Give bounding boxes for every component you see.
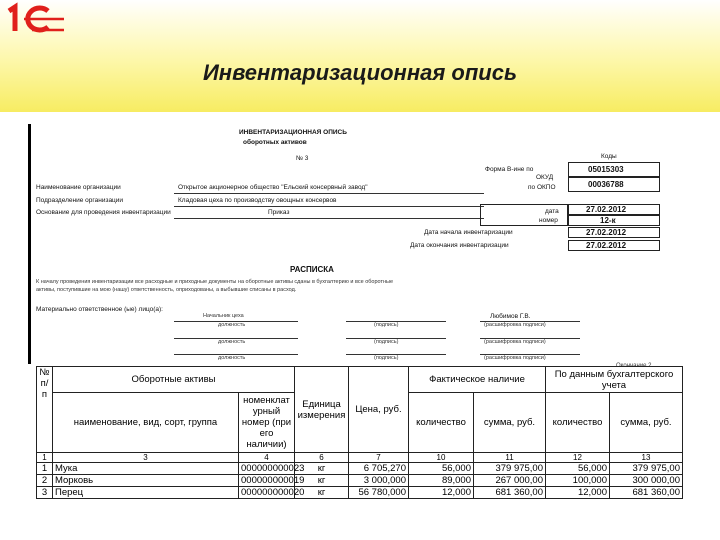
doc-subtitle: оборотных активов bbox=[243, 139, 307, 146]
cell-price: 3 000,000 bbox=[349, 475, 409, 487]
start-value: 27.02.2012 bbox=[586, 228, 627, 237]
header-band bbox=[0, 0, 720, 112]
basis-label: Основание для проведения инвентаризации bbox=[36, 209, 171, 216]
mol-role: Начальник цеха bbox=[203, 313, 244, 319]
cell-qty: 89,000 bbox=[409, 475, 474, 487]
cell-price: 56 780,000 bbox=[349, 487, 409, 499]
sig2-sign-cap: (подпись) bbox=[374, 339, 399, 345]
date-value: 27.02.2012 bbox=[586, 205, 627, 214]
cell-price: 6 705,270 bbox=[349, 463, 409, 475]
dept-label: Подразделение организации bbox=[36, 197, 124, 204]
sig3-pos-cap: должность bbox=[218, 355, 246, 361]
receipt-text-2: активы, поступившие на мою (нашу) ответственность, оприходованы, а выбывшие списаны в расход. bbox=[36, 287, 297, 293]
table-row bbox=[37, 463, 683, 475]
header-qty: количество bbox=[409, 393, 474, 453]
colnum: 4 bbox=[239, 453, 295, 463]
sig1-pos-cap: должность bbox=[218, 322, 246, 328]
cell-name: Мука bbox=[53, 463, 239, 475]
header-code: номенклат урный номер (при его наличии) bbox=[239, 393, 295, 453]
org-value: Открытое акционерное общество "Ельский консервный завод" bbox=[178, 184, 368, 191]
cell-qty2: 100,000 bbox=[546, 475, 610, 487]
cell-sum: 379 975,00 bbox=[474, 463, 546, 475]
cell-sum2: 300 000,00 bbox=[610, 475, 683, 487]
colnum: 10 bbox=[409, 453, 474, 463]
dept-value: Кладовая цеха по производству овощных консервов bbox=[178, 197, 337, 204]
cell-unit: кг bbox=[295, 487, 349, 499]
num-label: номер bbox=[539, 217, 558, 224]
end-value: 27.02.2012 bbox=[586, 241, 627, 250]
cell-qty2: 56,000 bbox=[546, 463, 610, 475]
header-sum2: сумма, руб. bbox=[610, 393, 683, 453]
codes-label: Коды bbox=[601, 153, 617, 160]
slide-title: Инвентаризационная опись bbox=[202, 60, 518, 85]
sig2-pos-cap: должность bbox=[218, 339, 246, 345]
doc-number: № 3 bbox=[296, 155, 309, 162]
table-continuation-note: Окончание 2 bbox=[616, 363, 652, 369]
doc-title: ИНВЕНТАРИЗАЦИОННАЯ ОПИСЬ bbox=[239, 129, 347, 136]
header-unit: Единица измерения bbox=[295, 367, 349, 453]
okud-label: ОКУД bbox=[536, 174, 554, 181]
receipt-title: РАСПИСКА bbox=[290, 265, 334, 274]
header-sum: сумма, руб. bbox=[474, 393, 546, 453]
receipt-text-1: К началу проведения инвентаризации все расходные и приходные документы на оборотные активы сданы в бухгалтерию и все оборотные bbox=[36, 279, 394, 285]
inventory-table-scan bbox=[36, 366, 684, 501]
header-name: наименование, вид, сорт, группа bbox=[53, 393, 239, 453]
scan-left-edge bbox=[28, 124, 31, 364]
cell-sum: 681 360,00 bbox=[474, 487, 546, 499]
mol-name: Любимов Г.В. bbox=[490, 313, 531, 320]
form-label: Форма В-ине по bbox=[485, 166, 534, 173]
table-row bbox=[37, 475, 683, 487]
cell-qty: 56,000 bbox=[409, 463, 474, 475]
cell-sum2: 681 360,00 bbox=[610, 487, 683, 499]
colnum: 3 bbox=[53, 453, 239, 463]
colnum: 11 bbox=[474, 453, 546, 463]
cell-n: 1 bbox=[37, 463, 53, 475]
1c-logo bbox=[6, 5, 66, 33]
sig3-sign-cap: (подпись) bbox=[374, 355, 399, 361]
colnum: 13 bbox=[610, 453, 683, 463]
sig2-decode-cap: (расшифровка подписи) bbox=[484, 339, 546, 345]
sig1-decode-cap: (расшифровка подписи) bbox=[484, 322, 546, 328]
inventory-form-scan bbox=[28, 124, 668, 364]
colnum: 1 bbox=[37, 453, 53, 463]
sig3-decode-cap: (расшифровка подписи) bbox=[484, 355, 546, 361]
start-label: Дата начала инвентаризации bbox=[424, 229, 513, 236]
basis-underline bbox=[174, 218, 484, 219]
cell-code: 000000000019 bbox=[239, 475, 295, 487]
org-underline bbox=[174, 193, 484, 194]
header-actual: Фактическое наличие bbox=[409, 367, 546, 393]
cell-name: Перец bbox=[53, 487, 239, 499]
header-price: Цена, руб. bbox=[349, 367, 409, 453]
okpo-value: 00036788 bbox=[588, 180, 624, 189]
colnum: 6 bbox=[295, 453, 349, 463]
cell-unit: кг bbox=[295, 475, 349, 487]
inventory-table bbox=[36, 366, 683, 499]
end-label: Дата окончания инвентаризации bbox=[410, 242, 509, 249]
table-row bbox=[37, 487, 683, 499]
cell-code: 000000000023 bbox=[239, 463, 295, 475]
sig1-sign-cap: (подпись) bbox=[374, 322, 399, 328]
cell-n: 2 bbox=[37, 475, 53, 487]
header-account: По данным бухгалтерского учета bbox=[546, 367, 683, 393]
mol-label: Материально ответственное (ые) лицо(а): bbox=[36, 306, 163, 313]
okud-value: 05015303 bbox=[588, 165, 624, 174]
basis-value: Приказ bbox=[268, 209, 290, 216]
header-assets: Оборотные активы bbox=[53, 367, 295, 393]
okpo-label: по ОКПО bbox=[528, 184, 556, 191]
cell-code: 000000000020 bbox=[239, 487, 295, 499]
cell-sum2: 379 975,00 bbox=[610, 463, 683, 475]
colnum: 7 bbox=[349, 453, 409, 463]
cell-unit: кг bbox=[295, 463, 349, 475]
cell-qty2: 12,000 bbox=[546, 487, 610, 499]
cell-sum: 267 000,00 bbox=[474, 475, 546, 487]
header-num: № п/ п bbox=[37, 367, 53, 453]
cell-qty: 12,000 bbox=[409, 487, 474, 499]
header-qty2: количество bbox=[546, 393, 610, 453]
cell-n: 3 bbox=[37, 487, 53, 499]
dept-underline bbox=[174, 206, 484, 207]
org-label: Наименование организации bbox=[36, 184, 121, 191]
cell-name: Морковь bbox=[53, 475, 239, 487]
date-label: дата bbox=[545, 208, 559, 215]
colnum: 12 bbox=[546, 453, 610, 463]
num-value: 12-к bbox=[600, 216, 616, 225]
